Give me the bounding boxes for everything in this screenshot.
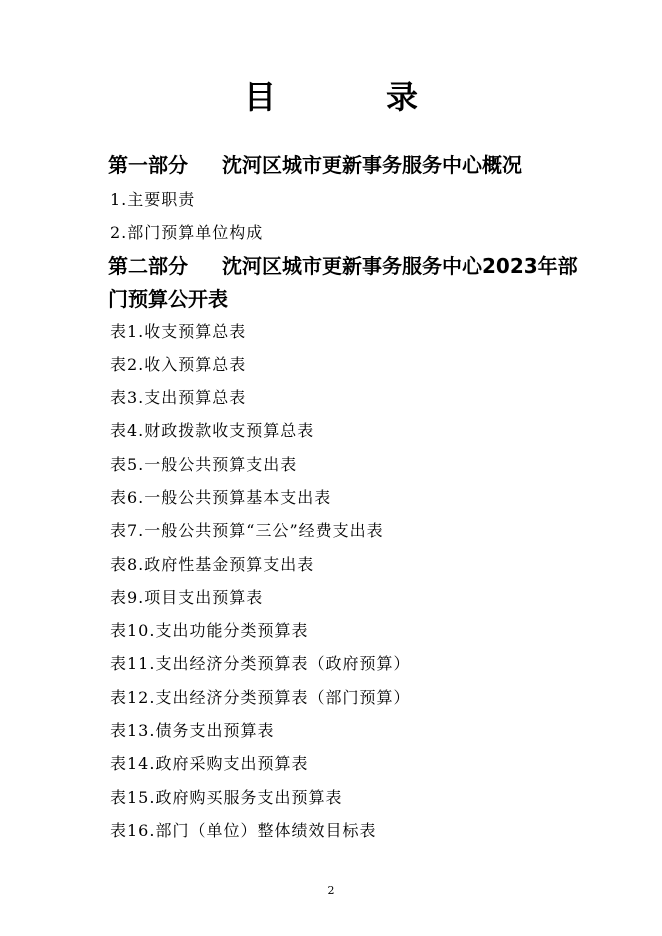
part-two-label: 第二部分	[108, 254, 188, 278]
toc-item-table-8[interactable]: 表8.政府性基金预算支出表	[110, 555, 315, 574]
toc-item-table-7[interactable]: 表7.一般公共预算“三公”经费支出表	[110, 521, 384, 540]
toc-item-table-5[interactable]: 表5.一般公共预算支出表	[110, 455, 298, 474]
part-one-text: 沈河区城市更新事务服务中心概况	[222, 153, 522, 177]
toc-item-table-11[interactable]: 表11.支出经济分类预算表（政府预算）	[110, 654, 411, 673]
toc-item-table-2[interactable]: 表2.收入预算总表	[110, 355, 247, 374]
toc-item-table-14[interactable]: 表14.政府采购支出预算表	[110, 754, 309, 773]
toc-item-table-12[interactable]: 表12.支出经济分类预算表（部门预算）	[110, 688, 411, 707]
toc-item-table-15[interactable]: 表15.政府购买服务支出预算表	[110, 788, 343, 807]
title-char-2: 录	[385, 78, 418, 116]
part-two-heading	[108, 250, 588, 316]
toc-item-units[interactable]: 2.部门预算单位构成	[110, 223, 264, 242]
part-one-heading	[108, 149, 588, 182]
toc-item-table-1[interactable]: 表1.收支预算总表	[110, 322, 247, 341]
part-one-label: 第一部分	[108, 153, 188, 177]
toc-item-duties[interactable]: 1.主要职责	[110, 190, 196, 209]
toc-item-table-3[interactable]: 表3.支出预算总表	[110, 388, 247, 407]
title-char-1: 目	[243, 78, 276, 116]
toc-item-table-4[interactable]: 表4.财政拨款收支预算总表	[110, 421, 315, 440]
toc-item-table-13[interactable]: 表13.债务支出预算表	[110, 721, 275, 740]
toc-item-table-6[interactable]: 表6.一般公共预算基本支出表	[110, 488, 332, 507]
page-number: 2	[327, 884, 335, 897]
toc-item-table-9[interactable]: 表9.项目支出预算表	[110, 588, 264, 607]
page-title	[0, 70, 662, 120]
toc-item-table-10[interactable]: 表10.支出功能分类预算表	[110, 621, 309, 640]
part-two-text: 沈河区城市更新事务服务中心2023年部门预算公开表	[108, 254, 578, 311]
toc-item-table-16[interactable]: 表16.部门（单位）整体绩效目标表	[110, 821, 377, 840]
